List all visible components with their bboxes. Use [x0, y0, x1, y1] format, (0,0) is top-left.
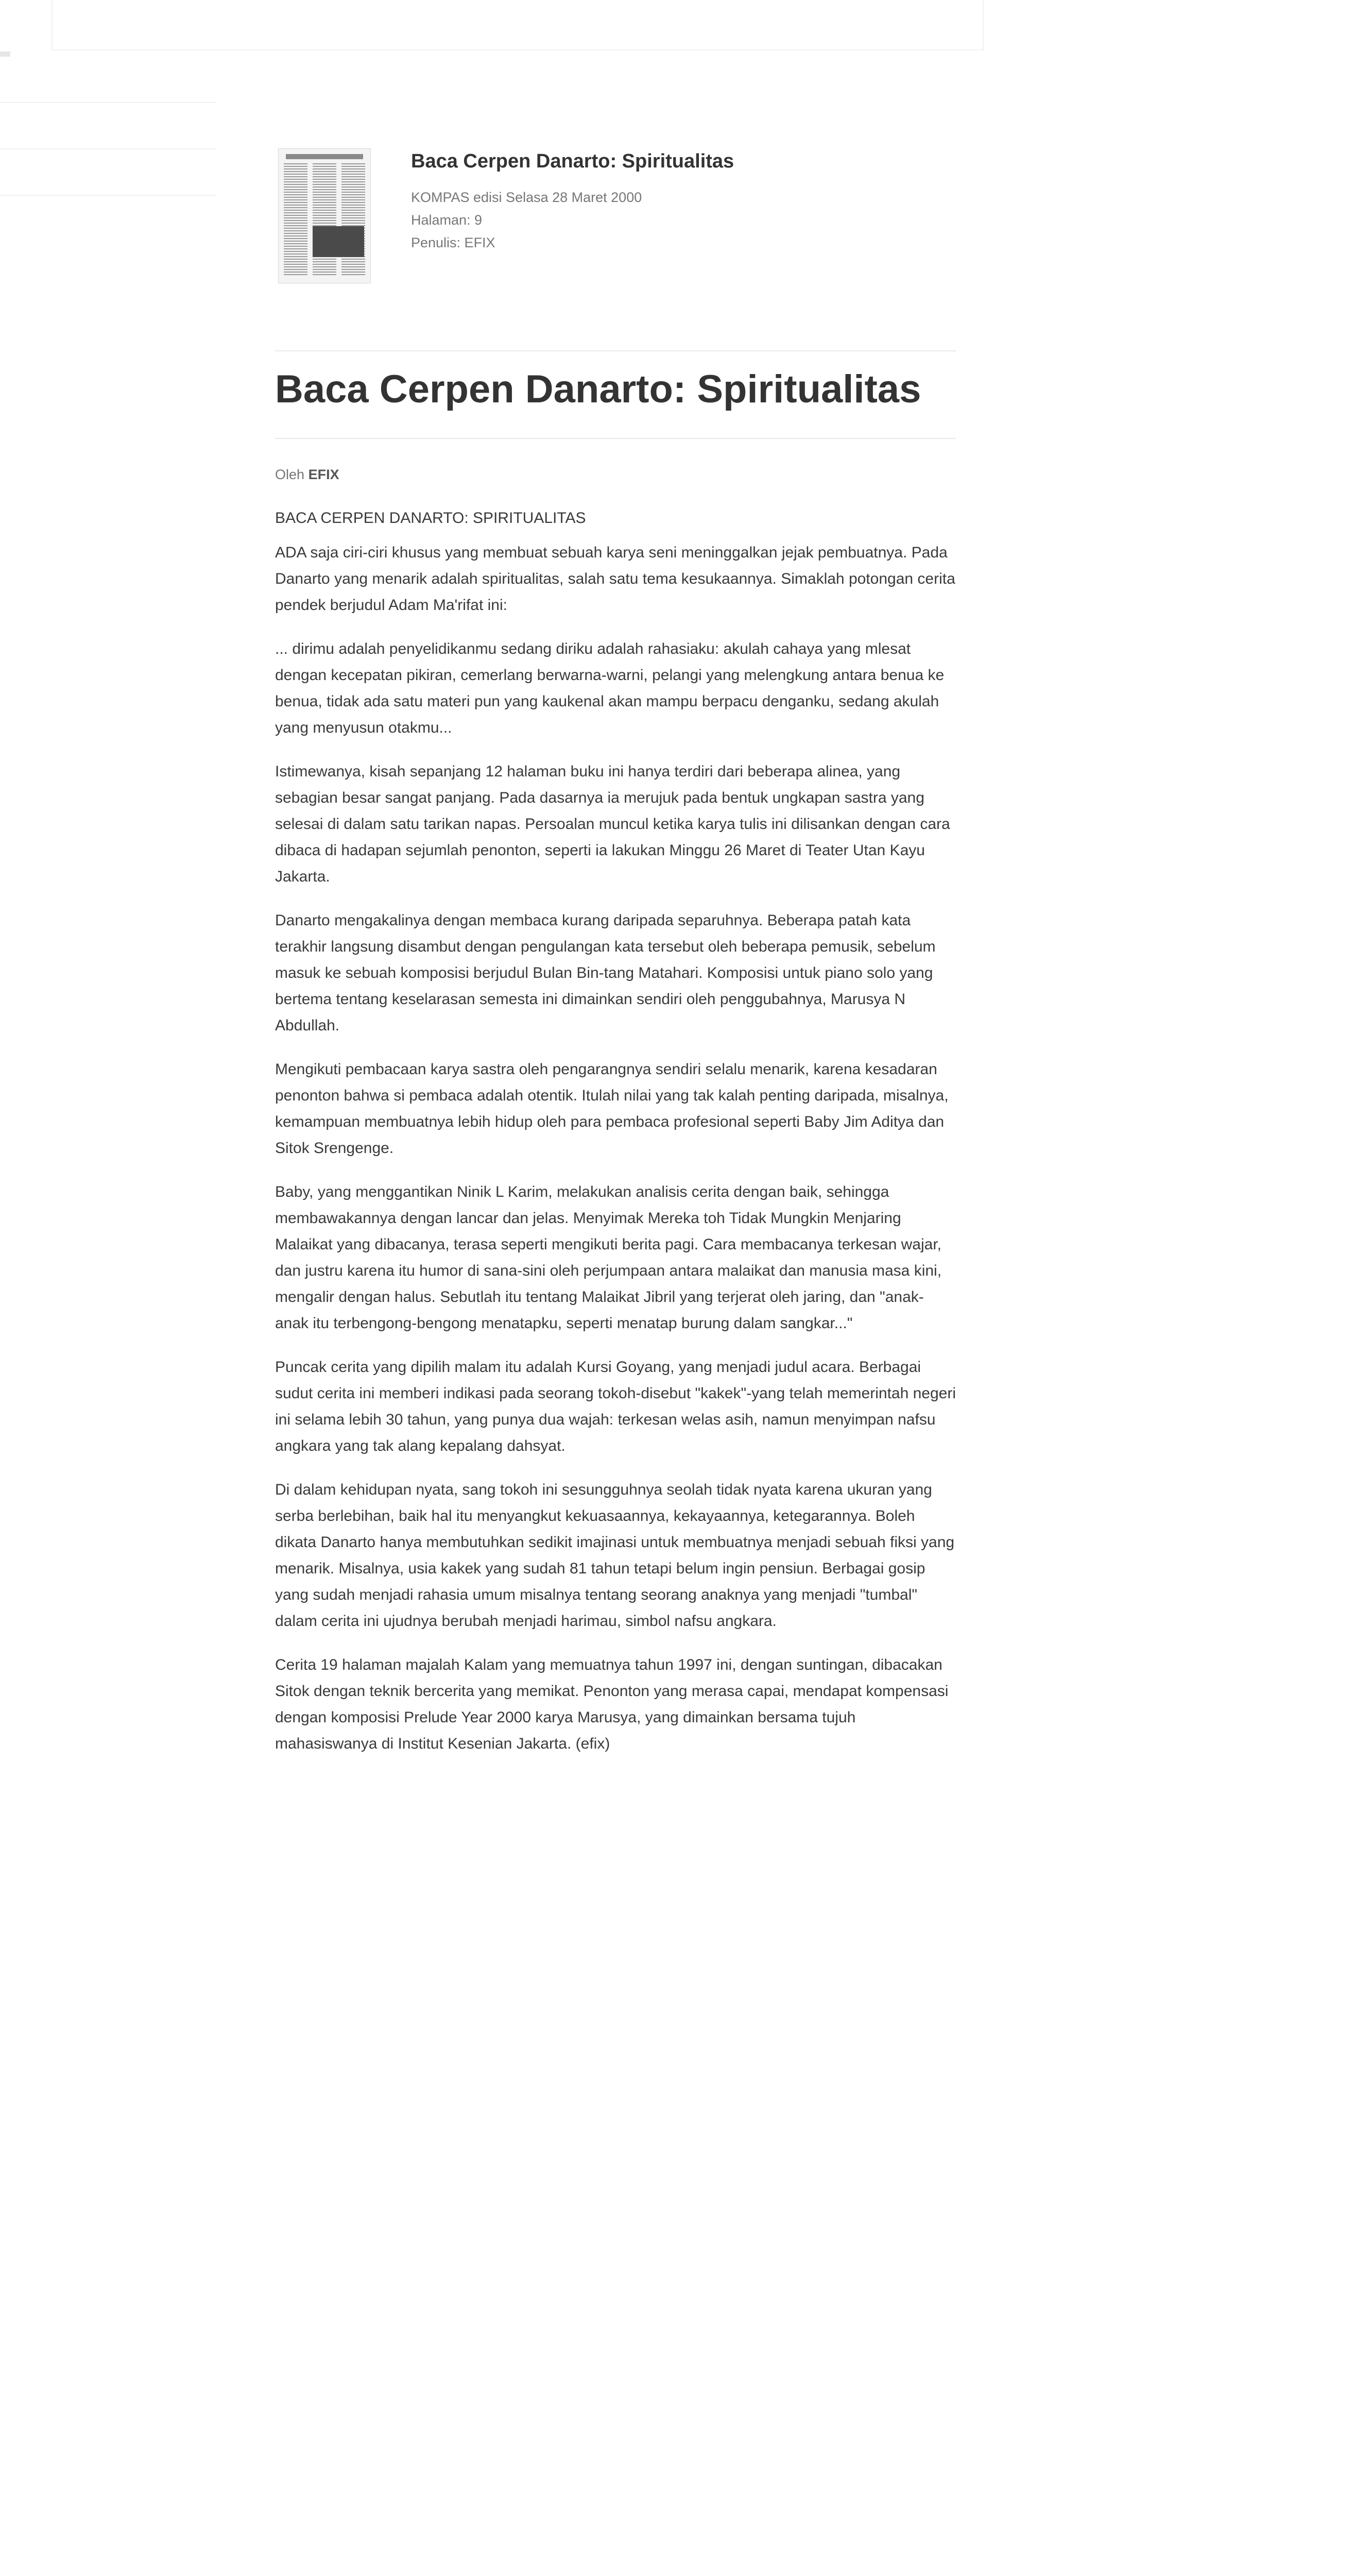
article-title: Baca Cerpen Danarto: Spiritualitas	[275, 367, 921, 411]
divider	[275, 438, 956, 439]
article-body	[275, 505, 956, 1774]
article-paragraph: Di dalam kehidupan nyata, sang tokoh ini sesungguhnya seolah tidak nyata karena ukuran yang serba berlebihan, baik hal itu menyangkut kekuasaannya, kekayaannya, ketegarannya. Boleh dikata Danarto hanya membutuhkan sedikit imajinasi untuk membuatnya menjadi sebuah fiksi yang menarik. Misalnya, usia kakek yang sudah 81 tahun tetapi belum ingin pensiun. Berbagai gosip yang sudah menjadi rahasia umum misalnya tentang seorang anaknya yang menjadi "tumbal" dalam cerita ini ujudnya berubah menjadi harimau, simbol nafsu angkara.	[275, 1481, 955, 1630]
thumbnail-photo	[313, 226, 364, 257]
corner-mark	[0, 52, 10, 57]
byline-prefix: Oleh	[275, 467, 305, 482]
byline	[275, 467, 339, 483]
thumbnail-column	[313, 163, 336, 277]
meta-edition: KOMPAS edisi Selasa 28 Maret 2000	[411, 190, 642, 205]
article-heading: BACA CERPEN DANARTO: SPIRITUALITAS	[275, 510, 586, 527]
article-paragraph: ... dirimu adalah penyelidikanmu sedang diriku adalah rahasiaku: akulah cahaya yang mlesat dengan kecepatan pikiran, cemerlang berwarna-warni, pelangi yang melengkung antara benua ke benua, tidak ada satu materi pun yang kaukenal akan mampu berpacu denganku, sedang akulah yang menyusun otakmu...	[275, 640, 945, 736]
meta-page: Halaman: 9	[411, 212, 483, 228]
side-divider	[0, 148, 216, 149]
byline-author: EFIX	[308, 467, 339, 482]
article-paragraph: Cerita 19 halaman majalah Kalam yang memuatnya tahun 1997 ini, dengan suntingan, dibacakan Sitok dengan teknik bercerita yang memikat. Penonton yang merasa capai, mendapat kompensasi dengan komposisi Prelude Year 2000 karya Marusya, yang dimainkan bersama tujuh mahasiswanya di Institut Kesenian Jakarta. (efix)	[275, 1656, 949, 1752]
thumbnail-column	[284, 163, 307, 277]
article-meta-header	[275, 148, 955, 287]
divider	[275, 350, 956, 351]
article-paragraph: Baby, yang menggantikan Ninik L Karim, melakukan analisis cerita dengan baik, sehingga membawakannya dengan lancar dan jelas. Menyimak Mereka toh Tidak Mungkin Menjaring Malaikat yang dibacanya, terasa seperti mengikuti berita pagi. Cara membacanya terkesan wajar, dan justru karena itu humor di sana-sini oleh perjumpaan antara malaikat dan manusia masa kini, mengalir dengan halus. Sebutlah itu tentang Malaikat Jibril yang terjerat oleh jaring, dan "anak-anak itu terbengong-bengong menatapku, seperti menatap burung dalam sangkar..."	[275, 1183, 942, 1332]
article-paragraph: Danarto mengakalinya dengan membaca kurang daripada separuhnya. Beberapa patah kata terakhir langsung disambut dengan pengulangan kata tersebut oleh beberapa pemusik, sebelum masuk ke sebuah komposisi berjudul Bulan Bin-tang Matahari. Komposisi untuk piano solo yang bertema tentang keselarasan semesta ini dimainkan sendiri oleh penggubahnya, Marusya N Abdullah.	[275, 912, 936, 1034]
meta-writer: Penulis: EFIX	[411, 235, 495, 250]
newspaper-page-thumbnail[interactable]	[278, 148, 371, 283]
top-frame	[52, 0, 984, 50]
article-paragraph: ADA saja ciri-ciri khusus yang membuat sebuah karya seni meninggalkan jejak pembuatnya. Pada Danarto yang menarik adalah spiritualitas, salah satu tema kesukaannya. Simaklah potongan cerita pendek berjudul Adam Ma'rifat ini:	[275, 544, 955, 614]
meta-title[interactable]: Baca Cerpen Danarto: Spiritualitas	[411, 150, 734, 172]
article-paragraph: Mengikuti pembacaan karya sastra oleh pengarangnya sendiri selalu menarik, karena kesadaran penonton bahwa si pembaca adalah otentik. Itulah nilai yang tak kalah penting daripada, misalnya, kemampuan membuatnya lebih hidup oleh para pembaca profesional seperti Baby Jim Aditya dan Sitok Srengenge.	[275, 1061, 949, 1157]
side-divider	[0, 195, 216, 196]
thumbnail-masthead	[286, 154, 363, 159]
side-divider	[0, 102, 216, 103]
article-paragraph: Istimewanya, kisah sepanjang 12 halaman buku ini hanya terdiri dari beberapa alinea, yang sebagian besar sangat panjang. Pada dasarnya ia merujuk pada bentuk ungkapan sastra yang selesai di dalam satu tarikan napas. Persoalan muncul ketika karya tulis ini dilisankan dengan cara dibaca di hadapan sejumlah penonton, seperti ia lakukan Minggu 26 Maret di Teater Utan Kayu Jakarta.	[275, 763, 950, 885]
thumbnail-column	[341, 163, 365, 277]
article-paragraph: Puncak cerita yang dipilih malam itu adalah Kursi Goyang, yang menjadi judul acara. Berbagai sudut cerita ini memberi indikasi pada seorang tokoh-disebut "kakek"-yang telah memerintah negeri ini selama lebih 30 tahun, yang punya dua wajah: terkesan welas asih, namun menyimpan nafsu angkara yang tak alang kepalang dahsyat.	[275, 1359, 956, 1454]
